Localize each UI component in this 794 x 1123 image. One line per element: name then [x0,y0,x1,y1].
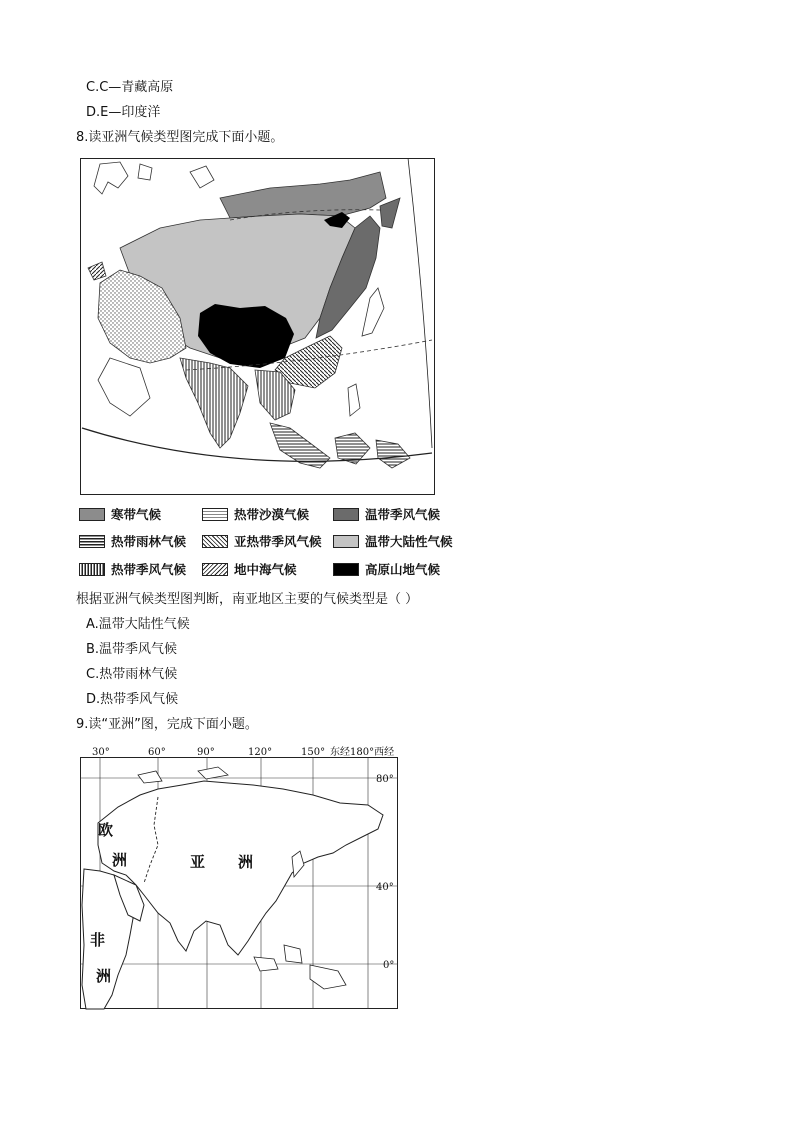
asia-climate-map [80,158,435,495]
region-label-asia-1: 亚 [190,853,206,871]
lon-label-120: 120° [248,747,273,758]
legend-swatch [202,563,228,576]
legend-swatch [79,563,105,576]
legend-swatch [202,535,228,548]
option-c: C.C—青藏高原 [86,80,174,95]
option-d: D.E—印度洋 [86,105,161,120]
legend-label: 热带季风气候 [111,562,187,577]
legend-swatch [202,508,228,521]
lon-label-90: 90° [197,747,215,758]
option-d: D.热带季风气候 [86,692,179,707]
legend-label: 亚热带季风气候 [234,534,322,549]
climate-legend [79,506,479,584]
lon-label-180: 东经180°西经 [330,747,395,758]
region-label-asia-2: 洲 [238,853,254,871]
legend-swatch [79,508,105,521]
lat-label-80: 80° [376,774,394,785]
asia-latlon-map [78,745,400,1011]
question-9-stem: 9.读“亚洲”图，完成下面小题。 [76,717,258,732]
legend-swatch [333,508,359,521]
region-label-europe-2: 洲 [112,851,128,869]
legend-label: 温带季风气候 [365,507,441,522]
question-8-stem: 8.读亚洲气候类型图完成下面小题。 [76,130,284,145]
legend-swatch [333,535,359,548]
legend-label: 地中海气候 [234,562,297,577]
lon-label-150: 150° [301,747,326,758]
region-label-europe-1: 欧 [98,821,114,839]
region-label-africa-1: 非 [90,931,106,949]
legend-label: 温带大陆性气候 [365,534,453,549]
lat-label-0: 0° [383,960,395,971]
legend-swatch [333,563,359,576]
region-label-africa-2: 洲 [96,967,112,985]
legend-label: 热带雨林气候 [111,534,187,549]
lat-label-40: 40° [376,882,394,893]
option-c: C.热带雨林气候 [86,667,178,682]
legend-swatch [79,535,105,548]
legend-label: 热带沙漠气候 [234,507,310,522]
option-a: A.温带大陆性气候 [86,617,190,632]
option-b: B.温带季风气候 [86,642,178,657]
lon-label-30: 30° [92,747,110,758]
legend-label: 高原山地气候 [365,562,441,577]
lon-label-60: 60° [148,747,166,758]
legend-label: 寒带气候 [111,507,162,522]
question-8-text: 根据亚洲气候类型图判断，南亚地区主要的气候类型是（ ） [76,592,419,607]
